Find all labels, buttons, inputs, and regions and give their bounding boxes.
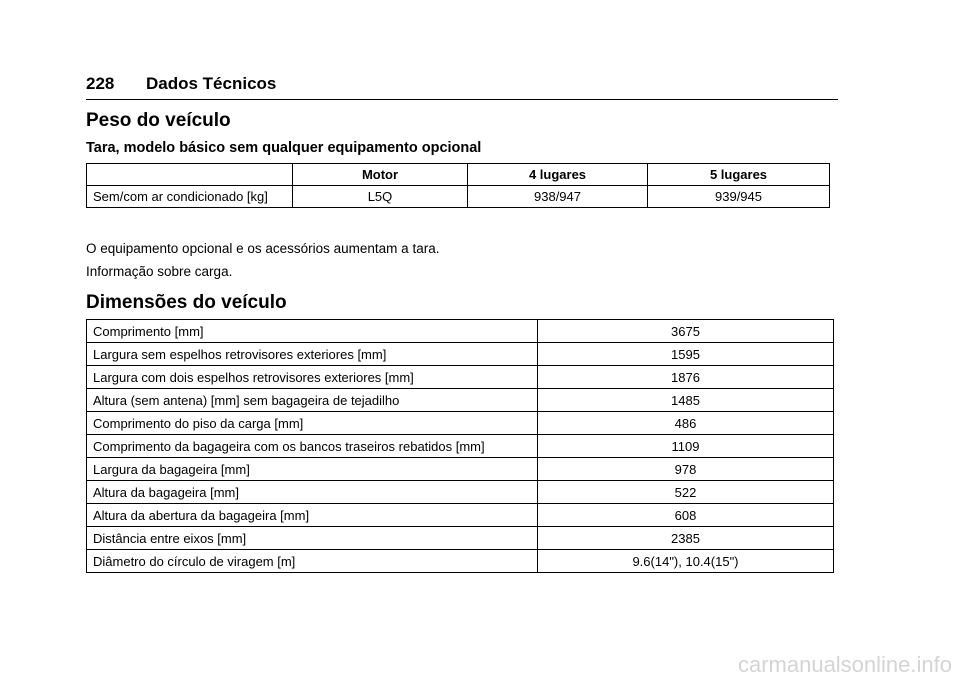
dimensions-section-title: Dimensões do veículo [86, 292, 287, 313]
dim-label: Largura sem espelhos retrovisores exteriores [mm] [87, 343, 538, 366]
dim-label: Diâmetro do círculo de viragem [m] [87, 550, 538, 573]
table-row [87, 389, 834, 412]
page-header [86, 72, 838, 100]
table-row [87, 504, 834, 527]
dim-value: 3675 [538, 320, 834, 343]
note-paragraph: Informação sobre carga. [86, 264, 233, 279]
weight-section-title: Peso do veículo [86, 110, 231, 131]
weight-col-header: 4 lugares [468, 164, 648, 186]
watermark: carmanualsonline.info [737, 652, 952, 677]
table-row [87, 366, 834, 389]
dim-value: 522 [538, 481, 834, 504]
table-row [87, 412, 834, 435]
dim-value: 1876 [538, 366, 834, 389]
dim-label: Distância entre eixos [mm] [87, 527, 538, 550]
table-row [87, 458, 834, 481]
weight-col-header: Motor [293, 164, 468, 186]
dim-value: 9.6(14"), 10.4(15") [538, 550, 834, 573]
page-number: 228 [86, 74, 115, 93]
dim-value: 1595 [538, 343, 834, 366]
weight-cell: 938/947 [468, 186, 648, 208]
table-row [87, 481, 834, 504]
dim-value: 978 [538, 458, 834, 481]
table-row [87, 186, 830, 208]
note-paragraph: O equipamento opcional e os acessórios aumentam a tara. [86, 241, 440, 256]
dim-label: Largura com dois espelhos retrovisores exteriores [mm] [87, 366, 538, 389]
dim-value: 486 [538, 412, 834, 435]
weight-table-header [87, 164, 830, 186]
dimensions-table [86, 319, 834, 573]
dim-value: 608 [538, 504, 834, 527]
weight-cell: L5Q [293, 186, 468, 208]
table-row [87, 320, 834, 343]
dim-label: Comprimento da bagageira com os bancos traseiros rebatidos [mm] [87, 435, 538, 458]
table-row [87, 343, 834, 366]
weight-section-subtitle: Tara, modelo básico sem qualquer equipamento opcional [86, 140, 482, 156]
dim-value: 2385 [538, 527, 834, 550]
dim-label: Altura (sem antena) [mm] sem bagageira de tejadilho [87, 389, 538, 412]
weight-cell: 939/945 [648, 186, 830, 208]
weight-row-label: Sem/com ar condicionado [kg] [87, 186, 293, 208]
weight-table [86, 163, 830, 208]
dim-label: Comprimento [mm] [87, 320, 538, 343]
dim-value: 1109 [538, 435, 834, 458]
weight-col-header [87, 164, 293, 186]
table-row [87, 435, 834, 458]
dim-label: Altura da abertura da bagageira [mm] [87, 504, 538, 527]
chapter-title: Dados Técnicos [146, 74, 277, 93]
dim-label: Altura da bagageira [mm] [87, 481, 538, 504]
dim-label: Comprimento do piso da carga [mm] [87, 412, 538, 435]
table-row [87, 550, 834, 573]
weight-col-header: 5 lugares [648, 164, 830, 186]
dim-value: 1485 [538, 389, 834, 412]
dim-label: Largura da bagageira [mm] [87, 458, 538, 481]
table-row [87, 527, 834, 550]
